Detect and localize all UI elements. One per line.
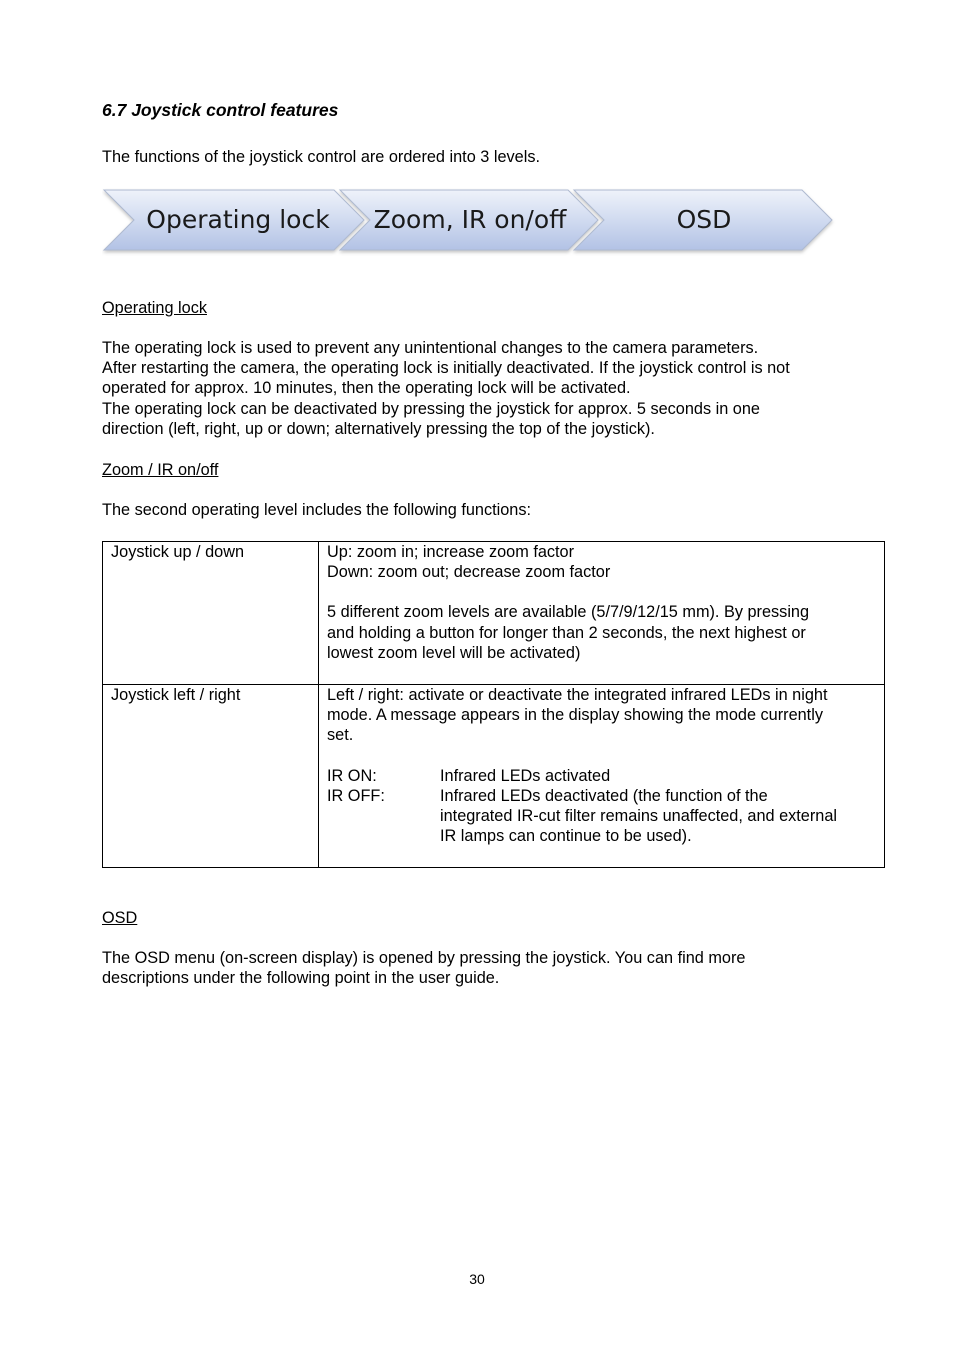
cell-line: integrated IR-cut filter remains unaffected, and external	[440, 807, 837, 826]
level-label-operating-lock: Operating lock	[146, 205, 330, 234]
cell-line: 5 different zoom levels are available (5/7/9/12/15 mm). By pressing	[327, 603, 810, 622]
operating-lock-body	[102, 338, 892, 439]
osd-title: OSD	[102, 909, 138, 927]
body-line: direction (left, right, up or down; alternatively pressing the top of the joystick).	[102, 419, 655, 438]
table-row	[103, 542, 885, 685]
ir-on-key: IR ON:	[327, 766, 377, 785]
table-cell-label	[103, 685, 319, 868]
table-row	[103, 685, 885, 868]
row-label: Joystick up / down	[111, 543, 245, 561]
zoom-ir-intro: The second operating level includes the following functions:	[102, 501, 532, 519]
ir-off-value	[440, 786, 876, 847]
cell-line: Infrared LEDs deactivated (the function of the	[440, 786, 768, 805]
ir-off-entry	[327, 786, 876, 847]
cell-line: Down: zoom out; decrease zoom factor	[327, 563, 611, 582]
osd-body	[102, 948, 892, 988]
cell-line: set.	[327, 726, 354, 745]
table-cell-description	[319, 542, 885, 685]
zoom-ir-title: Zoom / IR on/off	[102, 461, 219, 479]
levels-diagram	[102, 188, 837, 256]
intro-text: The functions of the joystick control are ordered into 3 levels.	[102, 148, 541, 166]
section-heading: 6.7 Joystick control features	[102, 100, 339, 120]
functions-table	[102, 541, 885, 868]
operating-lock-title: Operating lock	[102, 299, 207, 317]
cell-line: lowest zoom level will be activated)	[327, 643, 581, 662]
ir-on-value: Infrared LEDs activated	[440, 766, 611, 785]
page-number: 30	[469, 1271, 485, 1287]
level-label-osd: OSD	[676, 205, 732, 234]
cell-line: IR lamps can continue to be used).	[440, 827, 692, 846]
body-line: The OSD menu (on-screen display) is opened by pressing the joystick. You can find more	[102, 949, 746, 967]
body-line: The operating lock can be deactivated by pressing the joystick for approx. 5 seconds in one	[102, 399, 760, 418]
body-line: descriptions under the following point in the user guide.	[102, 969, 500, 988]
level-label-zoom-ir: Zoom, IR on/off	[373, 205, 567, 234]
cell-line: Left / right: activate or deactivate the integrated infrared LEDs in night	[327, 686, 828, 704]
cell-line: mode. A message appears in the display showing the mode currently	[327, 706, 823, 725]
table-cell-label	[103, 542, 319, 685]
ir-on-entry	[327, 766, 876, 786]
body-line: After restarting the camera, the operating lock is initially deactivated. If the joystick control is not	[102, 359, 790, 378]
cell-line: Up: zoom in; increase zoom factor	[327, 543, 575, 561]
row-label: Joystick left / right	[111, 686, 241, 704]
cell-line: and holding a button for longer than 2 seconds, the next highest or	[327, 623, 806, 642]
ir-off-key: IR OFF:	[327, 786, 385, 805]
body-line: operated for approx. 10 minutes, then the operating lock will be activated.	[102, 379, 631, 398]
table-cell-description	[319, 685, 885, 868]
body-line: The operating lock is used to prevent any unintentional changes to the camera parameters.	[102, 339, 759, 357]
